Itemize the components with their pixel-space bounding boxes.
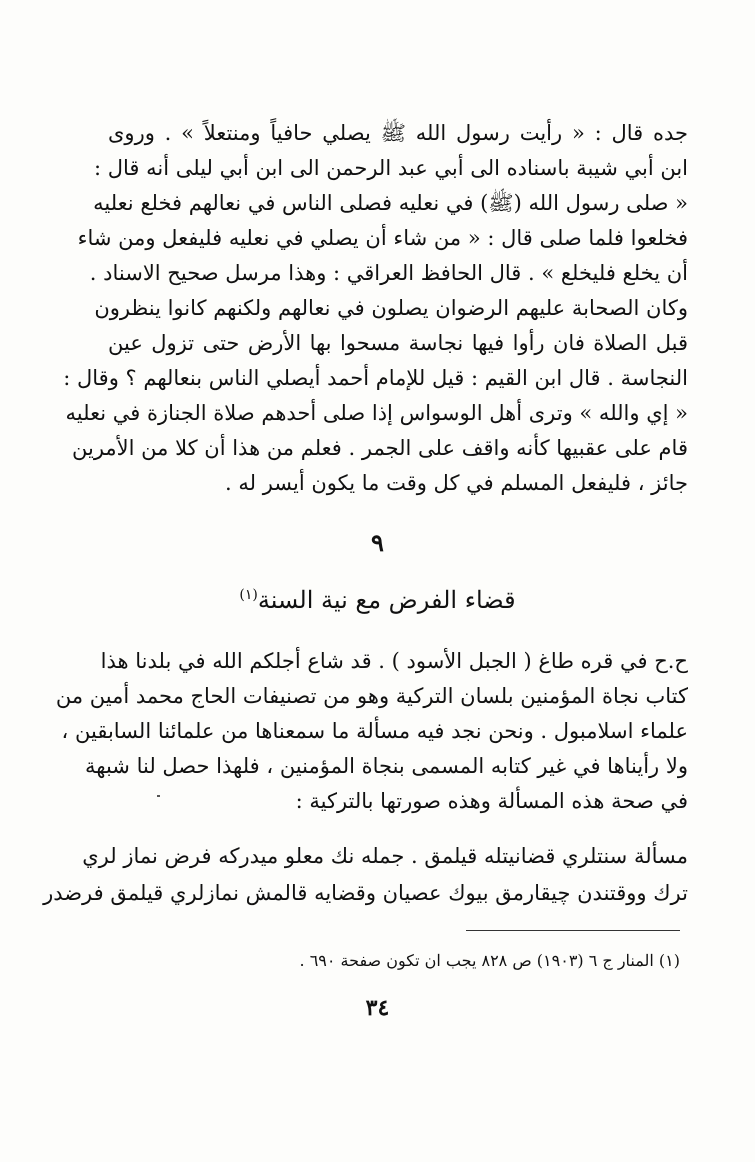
text-line: ابن أبي شيبة باسناده الى أبي عبد الرحمن الى ابن أبي ليلى أنه قال : [94, 156, 688, 180]
text-line: فخلعوا فلما صلى قال : « من شاء أن يصلي في نعليه فليفعل ومن شاء [77, 226, 688, 250]
text-line: ترك ووقتندن چيقارمق بيوك عصيان وقضايه قالمش نمازلري قيلمق فرضدر [43, 881, 688, 905]
text-line: ولا رأيناها في غير كتابه المسمى بنجاة المؤمنين ، فلهذا حصل لنا شبهة [85, 754, 688, 778]
text-line: جائز ، فليفعل المسلم في كل وقت ما يكون أيسر له . [225, 471, 688, 495]
text-line: كتاب نجاة المؤمنين بلسان التركية وهو من تصنيفات الحاج محمد أمين من [55, 684, 688, 708]
top-paragraph [63, 116, 688, 501]
turkish-paragraph [43, 838, 688, 912]
text-line: أن يخلع فليخلع » . قال الحافظ العراقي : وهذا مرسل صحيح الاسناد . [89, 261, 688, 285]
text-line: « صلى رسول الله (ﷺ) في نعليه فصلى الناس في نعالهم فخلع نعليه [93, 191, 688, 215]
section-number: ٩ [371, 528, 384, 557]
text-line: في صحة هذه المسألة وهذه صورتها بالتركية : [295, 789, 688, 813]
page-number: ٣٤ [365, 995, 390, 1021]
text-line: « إي والله » وترى أهل الوسواس إذا صلى أحدهم صلاة الجنازة في نعليه [65, 401, 688, 425]
text-line: ح.ح في قره طاغ ( الجبل الأسود ) . قد شاع أجلكم الله في بلدنا هذا [100, 649, 688, 673]
section-title-text: قضاء الفرض مع نية السنة [257, 586, 516, 614]
footnote-marker: (١) [239, 587, 258, 603]
text-line: قام على عقبيها كأنه واقف على الجمر . فعلم من هذا أن كلا من الأمرين [72, 436, 688, 460]
print-speck [157, 795, 160, 797]
text-line: مسألة سنتلري قضانيتله قيلمق . جمله نك معلو ميدركه فرض نماز لري [82, 844, 688, 868]
text-line: النجاسة . قال ابن القيم : قيل للإمام أحمد أيصلي الناس بنعالهم ؟ وقال : [63, 366, 688, 390]
text-line: علماء اسلامبول . ونحن نجد فيه مسألة ما سمعناها من علمائنا السابقين ، [61, 719, 688, 743]
middle-paragraph [55, 644, 688, 819]
footnote-divider [466, 930, 680, 931]
footnote: (١) المنار ج ٦ (١٩٠٣) ص ٨٢٨ يجب ان تكون صفحة ٦٩٠ . [299, 951, 680, 970]
section-title [0, 586, 755, 614]
text-line: جده قال : « رأيت رسول الله ﷺ يصلي حافياً ومنتعلاً » . وروى [108, 121, 688, 145]
text-line: قبل الصلاة فان رأوا فيها نجاسة مسحوا بها الأرض حتى تزول عين [108, 331, 688, 355]
text-line: وكان الصحابة عليهم الرضوان يصلون في نعالهم ولكنهم كانوا ينظرون [94, 296, 688, 320]
